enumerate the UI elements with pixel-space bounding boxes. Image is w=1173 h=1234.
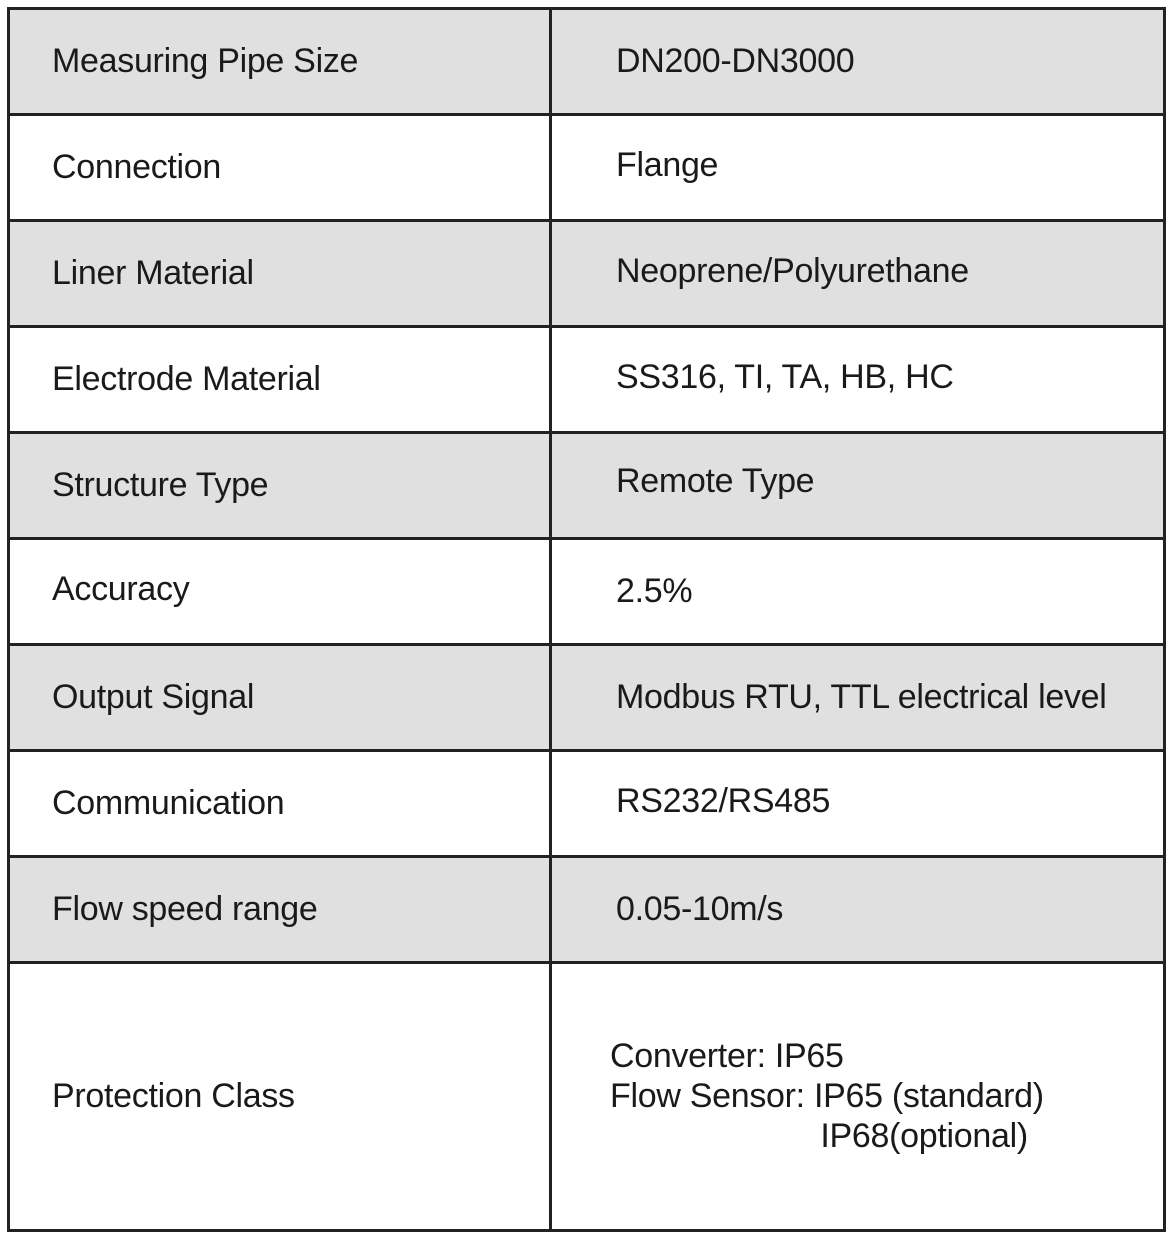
protection-class-lines xyxy=(610,1036,1163,1156)
spec-row-connection xyxy=(9,115,1165,221)
spec-value: RS232/RS485 xyxy=(551,751,1165,857)
protection-line-optional: IP68(optional) xyxy=(610,1117,1028,1155)
spec-row-communication xyxy=(9,751,1165,857)
spec-row-accuracy xyxy=(9,539,1165,645)
spec-row-protection-class xyxy=(9,963,1165,1231)
spec-label: Accuracy xyxy=(9,539,551,645)
spec-value: Remote Type xyxy=(551,433,1165,539)
spec-label: Measuring Pipe Size xyxy=(9,9,551,115)
spec-value: 0.05-10m/s xyxy=(551,857,1165,963)
spec-label: Protection Class xyxy=(9,963,551,1231)
spec-label: Liner Material xyxy=(9,221,551,327)
spec-row-flow-speed-range xyxy=(9,857,1165,963)
spec-row-structure-type xyxy=(9,433,1165,539)
spec-label: Flow speed range xyxy=(9,857,551,963)
spec-value: Modbus RTU, TTL electrical level xyxy=(551,645,1165,751)
spec-value: SS316, TI, TA, HB, HC xyxy=(551,327,1165,433)
spec-row-output-signal xyxy=(9,645,1165,751)
protection-line-converter: Converter: IP65 xyxy=(610,1037,844,1075)
spec-row-liner-material xyxy=(9,221,1165,327)
spec-value: Neoprene/Polyurethane xyxy=(551,221,1165,327)
spec-label: Output Signal xyxy=(9,645,551,751)
spec-value: 2.5% xyxy=(551,539,1165,645)
spec-label: Electrode Material xyxy=(9,327,551,433)
protection-line-flow-sensor: Flow Sensor: IP65 (standard) xyxy=(610,1077,1044,1115)
spec-value: Flange xyxy=(551,115,1165,221)
specification-table xyxy=(7,7,1166,1232)
spec-label: Communication xyxy=(9,751,551,857)
spec-label: Structure Type xyxy=(9,433,551,539)
spec-label: Connection xyxy=(9,115,551,221)
spec-value-multiline xyxy=(551,963,1165,1231)
spec-row-electrode-material xyxy=(9,327,1165,433)
spec-value: DN200-DN3000 xyxy=(551,9,1165,115)
spec-row-pipe-size xyxy=(9,9,1165,115)
